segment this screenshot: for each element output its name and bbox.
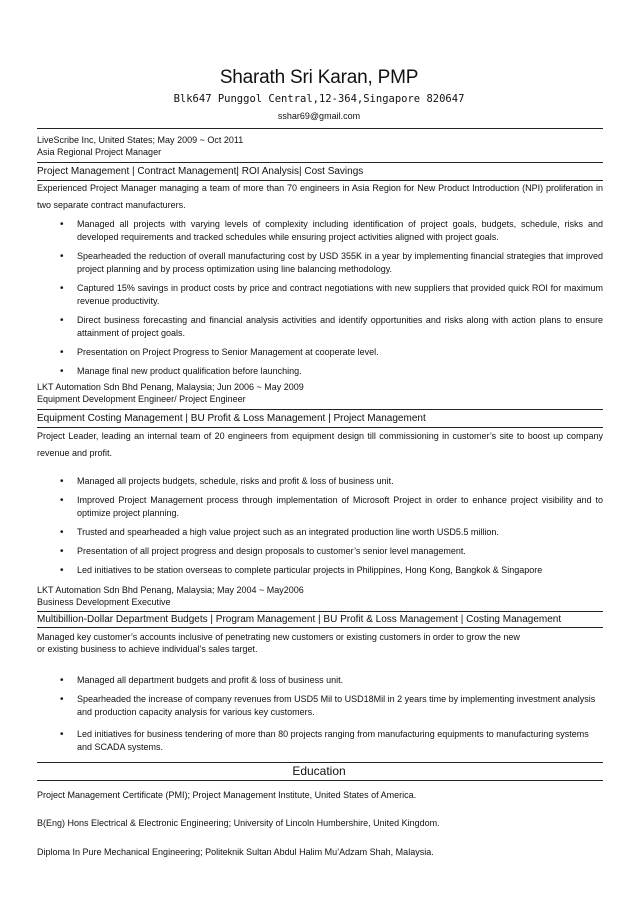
job-1-bullet-list — [37, 218, 603, 378]
list-item: • Managed all projects with varying levels of complexity including identification of project goals, budgets, schedule, risks and developed requirements and tracked schedules while ensuring project activities aligned with project goals. — [37, 218, 603, 244]
job-3-company-line: LKT Automation Sdn Bhd Penang, Malaysia; May 2004 ~ May2006 — [37, 585, 304, 595]
job-3-divider-bottom — [37, 627, 603, 628]
job-2-divider-top — [37, 409, 603, 410]
job-3-title: Business Development Executive — [37, 597, 171, 607]
job-2-skills: Equipment Costing Management | BU Profit & Loss Management | Project Management — [37, 413, 426, 424]
job-2-company-line: LKT Automation Sdn Bhd Penang, Malaysia; Jun 2006 ~ May 2009 — [37, 382, 304, 392]
job-3-skills: Multibillion-Dollar Department Budgets | Program Management | BU Profit & Loss Management | Costing Management — [37, 614, 562, 625]
list-item: • Managed all department budgets and profit & loss of business unit. — [37, 674, 603, 687]
education-item-beng: B(Eng) Hons Electrical & Electronic Engineering; University of Lincoln Humbershire, United Kingdom. — [37, 818, 440, 828]
job-1-summary: Experienced Project Manager managing a team of more than 70 engineers in Asia Region for New Product Introduction (NPI) proliferation in two separate contract manufacturers. — [37, 183, 603, 210]
job-3-divider-top — [37, 611, 603, 612]
job-1-skills: Project Management | Contract Management| ROI Analysis| Cost Savings — [37, 166, 364, 177]
job-3-summary-line-2: or existing business to achieve individual’s sales target. — [37, 644, 258, 654]
job-1-divider-top — [37, 162, 603, 163]
list-item: • Presentation on Project Progress to Senior Management at cooperate level. — [37, 346, 603, 359]
list-item: • Managed all projects budgets, schedule, risks and profit & loss of business unit. — [37, 475, 603, 488]
job-2-title: Equipment Development Engineer/ Project Engineer — [37, 394, 246, 404]
education-item-diploma: Diploma In Pure Mechanical Engineering; Politeknik Sultan Abdul Halim Mu’Adzam Shah, Malaysia. — [37, 847, 434, 857]
job-3-bullet-list — [37, 674, 603, 754]
list-item: • Spearheaded the reduction of overall manufacturing cost by USD 355K in a year by implementing financial strategies that improved project planning and by process optimization using line balancing methodology. — [37, 250, 603, 276]
job-1-title: Asia Regional Project Manager — [37, 147, 162, 157]
candidate-name: Sharath Sri Karan, PMP — [219, 67, 419, 88]
job-3-summary-line-1: Managed key customer’s accounts inclusive of penetrating new customers or existing customers in order to grow the new — [37, 632, 520, 642]
job-2-summary: Project Leader, leading an internal team of 20 engineers from equipment design till commissioning in customer’s site to boost up company revenue and profit. — [37, 431, 603, 458]
header-divider — [37, 128, 603, 129]
education-divider-top — [37, 762, 603, 763]
list-item: • Captured 15% savings in product costs by price and contract negotiations with new suppliers that provided quick ROI for maximum revenue productivity. — [37, 282, 603, 308]
list-item: • Led initiatives to be station overseas to complete particular projects in Philippines, Hong Kong, Bangkok & Singapore — [37, 564, 603, 577]
education-heading: Education — [292, 764, 346, 778]
job-1-company-line: LiveScribe Inc, United States; May 2009 ~ Oct 2011 — [37, 135, 244, 145]
list-item: • Spearheaded the increase of company revenues from USD5 Mil to USD18Mil in 2 years time by implementing investment analysis and production capacity analysis for various key customers. — [37, 693, 603, 719]
list-item: • Improved Project Management process through implementation of Microsoft Project in order to enhance project visibility and to optimize project planning. — [37, 494, 603, 520]
list-item: • Presentation of all project progress and design proposals to customer’s senior level management. — [37, 545, 603, 558]
list-item: • Trusted and spearheaded a high value project such as an integrated production line worth USD5.5 million. — [37, 526, 603, 539]
list-item: • Manage final new product qualification before launching. — [37, 365, 603, 378]
candidate-email[interactable]: sshar69@gmail.com — [277, 111, 361, 121]
education-item-pmi: Project Management Certificate (PMI); Project Management Institute, United States of America. — [37, 790, 417, 800]
education-divider-bottom — [37, 780, 603, 781]
list-item: • Led initiatives for business tendering of more than 80 projects ranging from manufacturing equipments to manufacturing systems and SCADA systems. — [37, 728, 603, 754]
job-2-bullet-list — [37, 475, 603, 577]
candidate-address: Blk647 Punggol Central,12-364,Singapore 820647 — [173, 93, 465, 105]
list-item: • Direct business forecasting and financial analysis activities and identify opportunities and risks along with action plans to ensure attainment of project goals. — [37, 314, 603, 340]
